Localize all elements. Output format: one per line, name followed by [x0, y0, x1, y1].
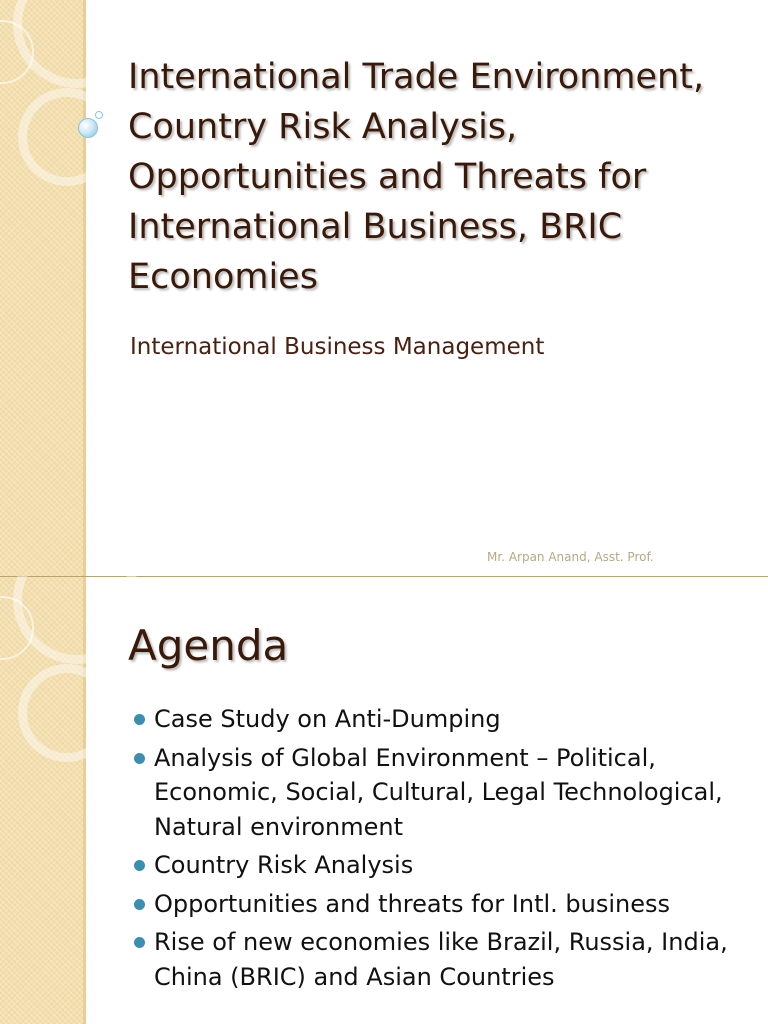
bullet-icon: [134, 899, 145, 910]
list-item: [130, 925, 755, 994]
list-item: [130, 848, 755, 883]
bullet-icon: [134, 937, 145, 948]
slide-title: International Trade Environment, Country Risk Analysis, Opportunities and Threats for International Business, BRIC Economies: [128, 57, 705, 297]
list-item-text: Case Study on Anti-Dumping: [154, 705, 501, 733]
slide-subtitle: International Business Management: [130, 334, 545, 360]
bubble-icon: [78, 118, 98, 138]
list-item: [130, 702, 755, 737]
list-item-text: Country Risk Analysis: [154, 851, 414, 879]
list-item: [130, 741, 755, 845]
bullet-icon: [134, 860, 145, 871]
list-item-text: Opportunities and threats for Intl. business: [154, 889, 670, 918]
decorative-ring: [18, 88, 116, 186]
author-credit: Mr. Arpan Anand, Asst. Prof.: [487, 550, 654, 564]
agenda-list: [130, 702, 755, 998]
list-item: [130, 887, 755, 922]
agenda-slide: [0, 576, 768, 1024]
list-item-text: Rise of new economies like Brazil, Russia, India, China (BRIC) and Asian Countries: [154, 928, 728, 991]
bullet-icon: [134, 714, 145, 725]
agenda-heading: Agenda: [128, 621, 289, 670]
bullet-icon: [134, 753, 145, 764]
decorative-ring: [18, 664, 116, 762]
list-item-text: Analysis of Global Environment – Political, Economic, Social, Cultural, Legal Technological, Natural environment: [154, 743, 723, 841]
bubble-icon: [95, 111, 103, 119]
